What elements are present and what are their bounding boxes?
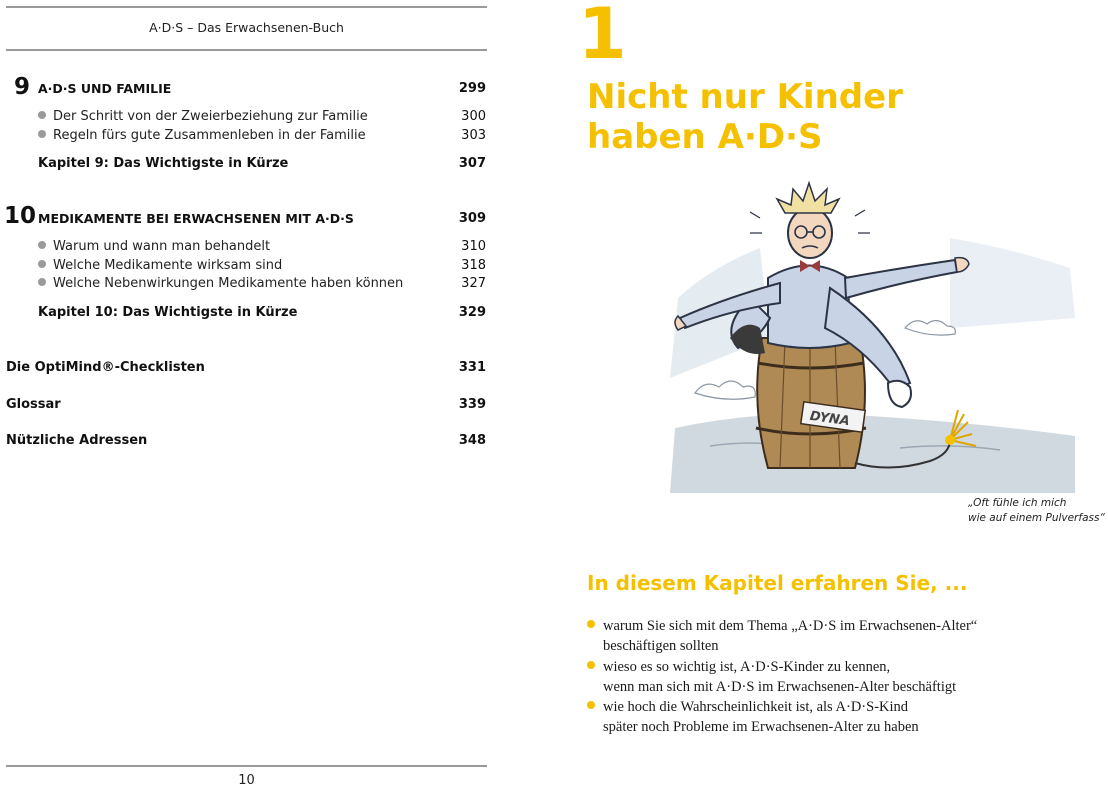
bullet-icon <box>587 701 595 709</box>
toc-item-page: 318 <box>461 258 486 273</box>
toc-item-label: Warum und wann man behandelt <box>38 239 270 254</box>
learning-bullet: wieso es so wichtig ist, A·D·S-Kinder zu kennen, wenn man sich mit A·D·S im Erwachsenen-Alter beschäftigt <box>587 657 956 697</box>
chapter-page: 299 <box>458 81 486 96</box>
page-number: 10 <box>238 773 255 788</box>
man-on-barrel-illustration <box>650 178 1095 493</box>
chapter-title-line: Nicht nur Kinder <box>587 77 903 117</box>
bullet-icon <box>38 260 46 268</box>
bullet-icon <box>38 278 46 286</box>
learning-bullet: warum Sie sich mit dem Thema „A·D·S im Erwachsenen-Alter“ beschäftigen sollten <box>587 616 977 656</box>
learning-bullet: wie hoch die Wahrscheinlichkeit ist, als A·D·S-Kind später noch Probleme im Erwachsenen-Alter zu haben <box>587 697 919 737</box>
toc-item-page: 310 <box>461 239 486 254</box>
barrel-label: DYNA <box>808 408 851 430</box>
chapter-number: 9 <box>14 74 31 100</box>
toc-item-label: Der Schritt von der Zweierbeziehung zur Familie <box>38 109 368 124</box>
summary-page: 307 <box>458 156 486 171</box>
bullet-icon <box>38 111 46 119</box>
toc-item-label: Welche Nebenwirkungen Medikamente haben können <box>38 276 403 291</box>
appendix-label: Glossar <box>6 397 61 412</box>
toc-item-page: 300 <box>461 109 486 124</box>
chapter-title-line: haben A·D·S <box>587 117 823 157</box>
toc-item-page: 327 <box>461 276 486 291</box>
summary-label: Kapitel 9: Das Wichtigste in Kürze <box>38 156 289 171</box>
top-rule <box>6 6 487 8</box>
chapter-number: 10 <box>4 203 37 229</box>
header-rule <box>6 49 487 51</box>
appendix-page: 331 <box>458 360 486 375</box>
bullet-icon <box>38 130 46 138</box>
appendix-label: Die OptiMind®-Checklisten <box>6 360 205 375</box>
chapter-page: 309 <box>458 211 486 226</box>
section-subhead: In diesem Kapitel erfahren Sie, ... <box>587 571 968 595</box>
toc-item-page: 303 <box>461 128 486 143</box>
bullet-icon <box>38 241 46 249</box>
illustration-caption: „Oft fühle ich mich wie auf einem Pulverfass“ <box>968 497 1105 524</box>
summary-page: 329 <box>458 305 486 320</box>
appendix-label: Nützliche Adressen <box>6 433 148 448</box>
bullet-icon <box>587 661 595 669</box>
summary-label: Kapitel 10: Das Wichtigste in Kürze <box>38 305 298 320</box>
chapter-title: MEDIKAMENTE BEI ERWACHSENEN MIT A·D·S <box>38 211 354 226</box>
running-head: A·D·S – Das Erwachsenen-Buch <box>149 20 344 35</box>
toc-item-label: Regeln fürs gute Zusammenleben in der Familie <box>38 128 366 143</box>
appendix-page: 348 <box>458 433 486 448</box>
toc-item-label: Welche Medikamente wirksam sind <box>38 258 282 273</box>
chapter-title: A·D·S UND FAMILIE <box>38 81 172 96</box>
appendix-page: 339 <box>458 397 486 412</box>
chapter-number-large: 1 <box>578 0 627 75</box>
footer-rule <box>6 765 487 767</box>
bullet-icon <box>587 620 595 628</box>
